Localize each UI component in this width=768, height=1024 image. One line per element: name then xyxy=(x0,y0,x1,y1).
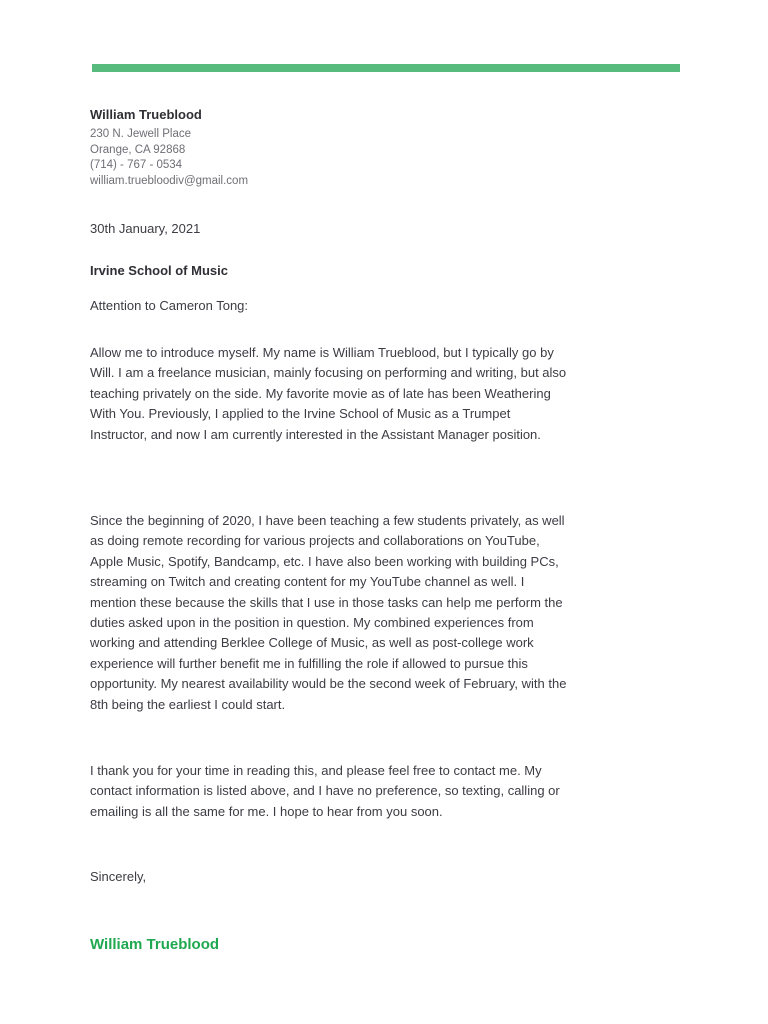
sender-name: William Trueblood xyxy=(90,107,202,122)
recipient-name: Irvine School of Music xyxy=(90,263,228,278)
sender-email: william.truebloodiv@gmail.com xyxy=(90,174,249,187)
body-paragraph-3: I thank you for your time in reading this, and please feel free to contact me. My contact information is listed above, and I have no preference, so texting, calling or emailing is all the same for me. I hope to hear from you soon. xyxy=(90,763,560,819)
attention-line: Attention to Cameron Tong: xyxy=(90,298,249,313)
header-accent-bar xyxy=(92,64,680,72)
letter-date: 30th January, 2021 xyxy=(90,221,201,236)
signature-name: William Trueblood xyxy=(90,936,220,953)
body-paragraph-2: Since the beginning of 2020, I have been teaching a few students privately, as well as doing remote recording for various projects and collaborations on YouTube, Apple Music, Spotify, Bandcamp, etc. I have also been working with building PCs, streaming on Twitch and creating content for my YouTube channel as well. I mention these because the skills that I use in those tasks can help me perform the duties asked upon in the position in question. My combined experiences from working and attending Berklee College of Music, as well as post-college work experience will further benefit me in fulfilling the role if allowed to pursue this opportunity. My nearest availability would be the second week of February, with the 8th being the earliest I could start. xyxy=(90,513,567,712)
closing-salutation: Sincerely, xyxy=(90,869,147,884)
sender-address-line2: Orange, CA 92868 xyxy=(90,143,186,156)
body-paragraph-1: Allow me to introduce myself. My name is William Trueblood, but I typically go by Will. I am a freelance musician, mainly focusing on performing and writing, but also teaching privately on the side. My favorite movie as of late has been Weathering With You. Previously, I applied to the Irvine School of Music as a Trumpet Instructor, and now I am currently interested in the Assistant Manager position. xyxy=(90,345,567,442)
sender-address-line1: 230 N. Jewell Place xyxy=(90,128,191,140)
sender-phone: (714) - 767 - 0534 xyxy=(90,159,183,172)
sender-block xyxy=(90,106,590,189)
